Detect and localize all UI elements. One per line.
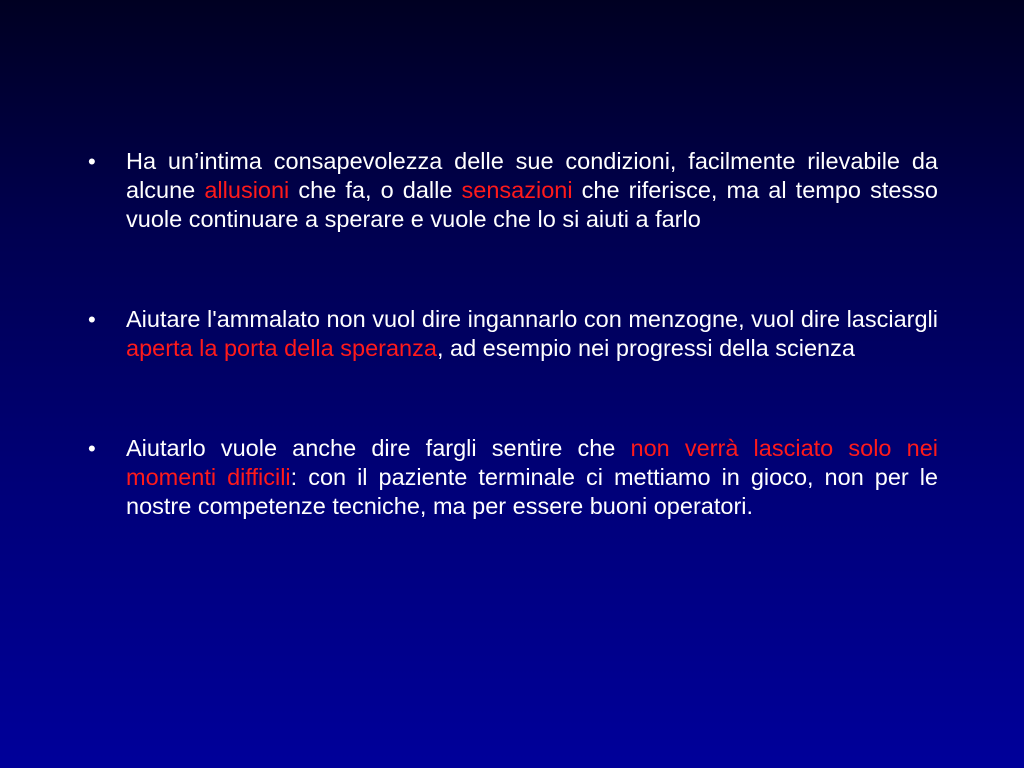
bullet-icon: • <box>88 307 96 332</box>
bullet-text <box>126 306 938 361</box>
bullet-item-3 <box>88 434 938 521</box>
text-segment: Aiutarlo vuole anche dire fargli sentire che <box>126 435 631 461</box>
bullet-text <box>126 148 938 232</box>
bullet-icon: • <box>88 436 96 461</box>
bullet-item-2 <box>88 305 938 363</box>
text-segment: che riferisce, ma al tempo stesso vuole continuare a sperare e vuole che lo si aiuti a farlo <box>126 177 938 232</box>
bullet-text <box>126 435 938 519</box>
bullet-item-1 <box>88 147 938 234</box>
text-segment: che fa, o dalle <box>289 177 462 203</box>
text-segment: : con il paziente terminale ci mettiamo in gioco, non per le nostre competenze tecniche, ma per essere buoni operatori. <box>126 464 938 519</box>
highlighted-text: sensazioni <box>461 177 573 203</box>
highlighted-text: non verrà lasciato solo nei momenti difficili <box>126 435 939 490</box>
text-segment: Ha un’intima consapevolezza delle sue condizioni, facilmente rilevabile da alcune <box>126 148 938 203</box>
text-segment: , ad esempio nei progressi della scienza <box>436 335 855 361</box>
text-segment: Aiutare l'ammalato non vuol dire ingannarlo con menzogne, vuol dire lasciargli <box>126 306 938 332</box>
bullet-icon: • <box>88 149 96 174</box>
bullet-list <box>88 147 938 521</box>
highlighted-text: aperta la porta della speranza <box>126 335 437 361</box>
highlighted-text: allusioni <box>204 177 290 203</box>
